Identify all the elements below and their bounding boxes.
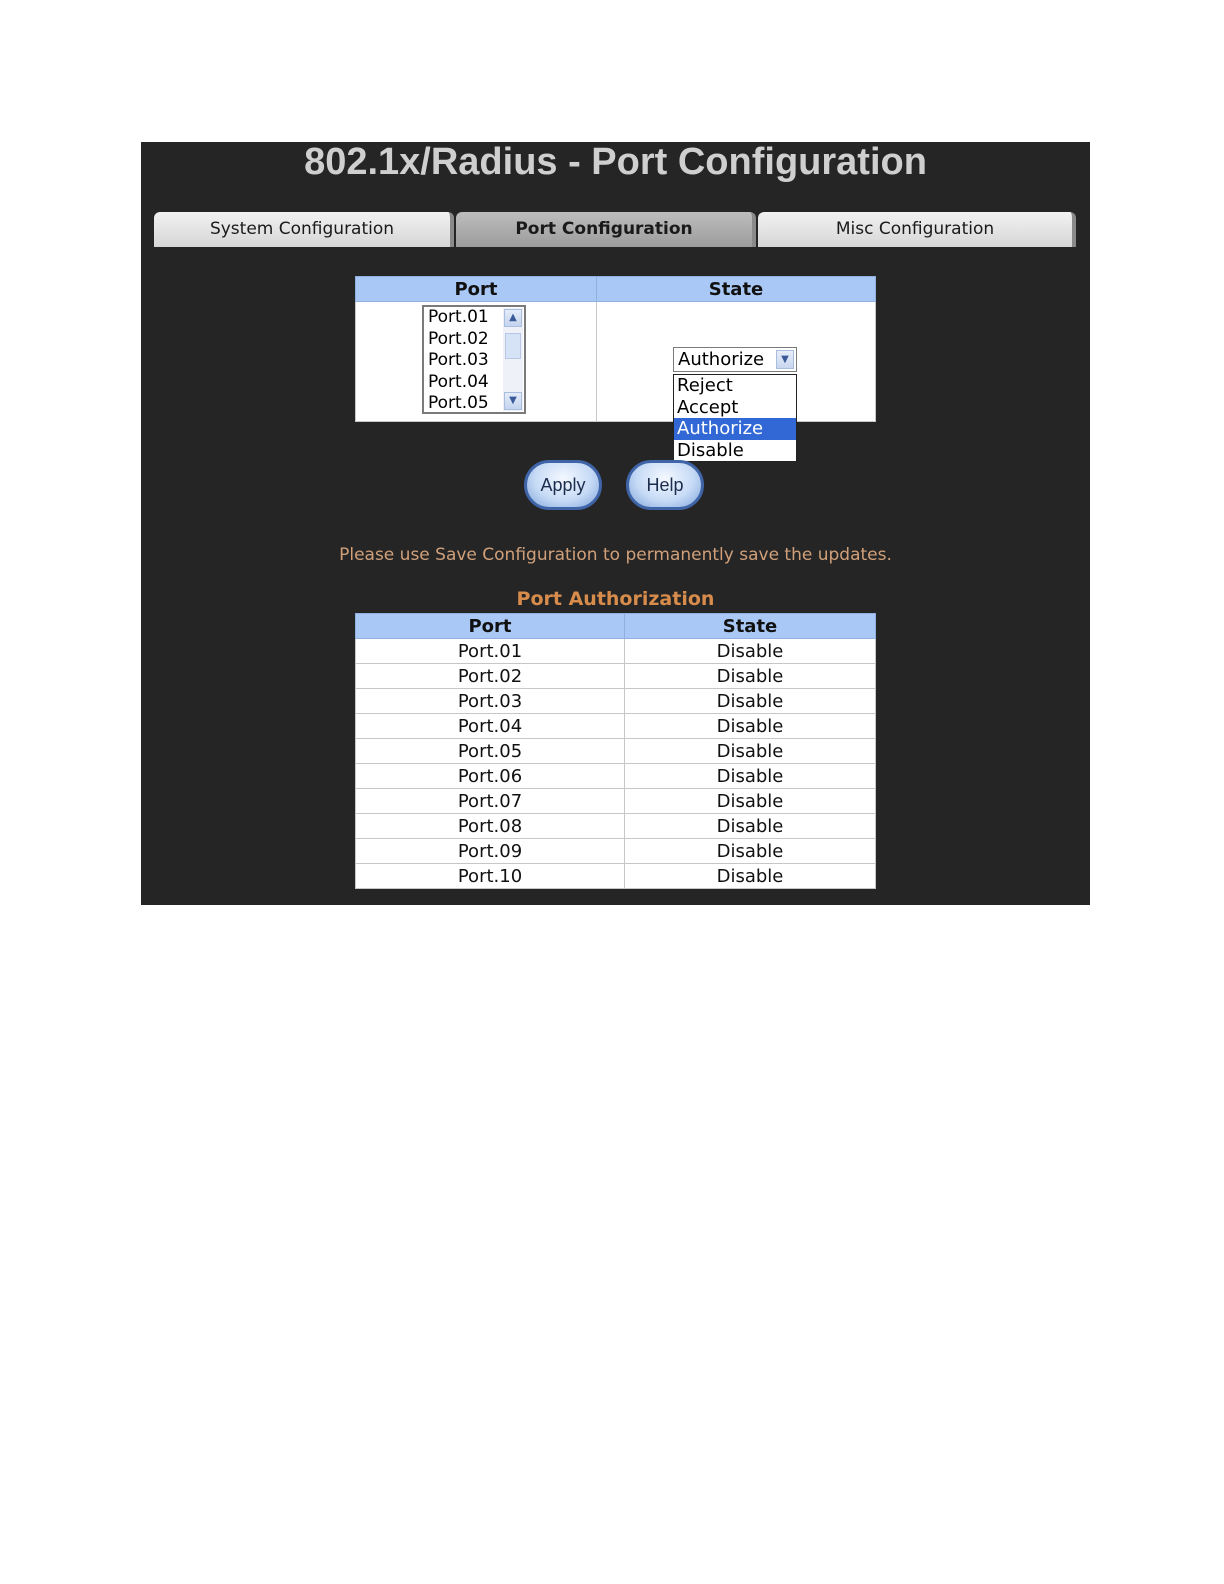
table-row [356,689,876,714]
port-list-item[interactable]: Port.05 [428,393,489,413]
table-row [356,814,876,839]
port-list-item[interactable]: Port.01 [428,307,489,327]
state-option-reject[interactable]: Reject [677,375,733,396]
tab-system-configuration[interactable]: System Configuration [154,212,454,247]
state-option-disable[interactable]: Disable [677,439,744,461]
table-row [356,739,876,764]
tab-bar [154,212,1076,247]
chevron-up-icon[interactable]: ▲ [504,309,522,327]
page-title: 802.1x/Radius - Port Configuration [304,141,927,183]
auth-state-cell: Disable [625,664,876,689]
port-list-item[interactable]: Port.02 [428,328,489,349]
state-select[interactable] [673,347,797,372]
auth-port-cell: Port.05 [356,739,625,764]
auth-port-cell: Port.01 [356,639,625,664]
port-authorization-table [355,613,876,889]
port-list-item[interactable]: Port.04 [428,371,489,392]
port-authorization-title: Port Authorization [516,588,715,610]
auth-state-cell: Disable [625,864,876,889]
save-note: Please use Save Configuration to permanently save the updates. [339,545,892,565]
chevron-down-icon[interactable]: ▼ [776,350,794,369]
auth-port-cell: Port.07 [356,789,625,814]
table-row [356,639,876,664]
scrollbar-thumb[interactable] [505,333,521,359]
table-row [356,864,876,889]
auth-state-cell: Disable [625,764,876,789]
port-list-item[interactable]: Port.03 [428,350,489,370]
tab-port-configuration[interactable]: Port Configuration [456,212,756,247]
table-row [356,789,876,814]
help-button[interactable]: Help [626,460,704,510]
listbox-scrollbar[interactable] [503,308,523,411]
tab-misc-configuration[interactable]: Misc Configuration [758,212,1076,247]
state-column-header: State [597,277,876,302]
auth-state-cell: Disable [625,639,876,664]
state-option-accept[interactable]: Accept [677,396,739,418]
auth-port-header: Port [356,614,625,639]
state-select-value: Authorize [678,349,765,370]
table-row [356,714,876,739]
auth-state-cell: Disable [625,789,876,814]
auth-port-cell: Port.08 [356,814,625,839]
auth-state-cell: Disable [625,739,876,764]
state-option-authorize[interactable]: Authorize [674,418,796,440]
auth-port-cell: Port.10 [356,864,625,889]
port-column-header: Port [356,277,597,302]
state-dropdown-list [673,374,797,462]
config-panel [141,142,1090,905]
auth-state-cell: Disable [625,689,876,714]
auth-port-cell: Port.02 [356,664,625,689]
auth-port-cell: Port.09 [356,839,625,864]
table-row [356,839,876,864]
table-row [356,764,876,789]
auth-state-cell: Disable [625,714,876,739]
auth-state-header: State [625,614,876,639]
auth-port-cell: Port.03 [356,689,625,714]
chevron-down-icon[interactable]: ▼ [504,392,522,410]
auth-state-cell: Disable [625,839,876,864]
apply-button[interactable]: Apply [524,460,602,510]
port-listbox[interactable] [422,305,526,414]
auth-state-cell: Disable [625,814,876,839]
auth-port-cell: Port.06 [356,764,625,789]
auth-port-cell: Port.04 [356,714,625,739]
table-row [356,664,876,689]
